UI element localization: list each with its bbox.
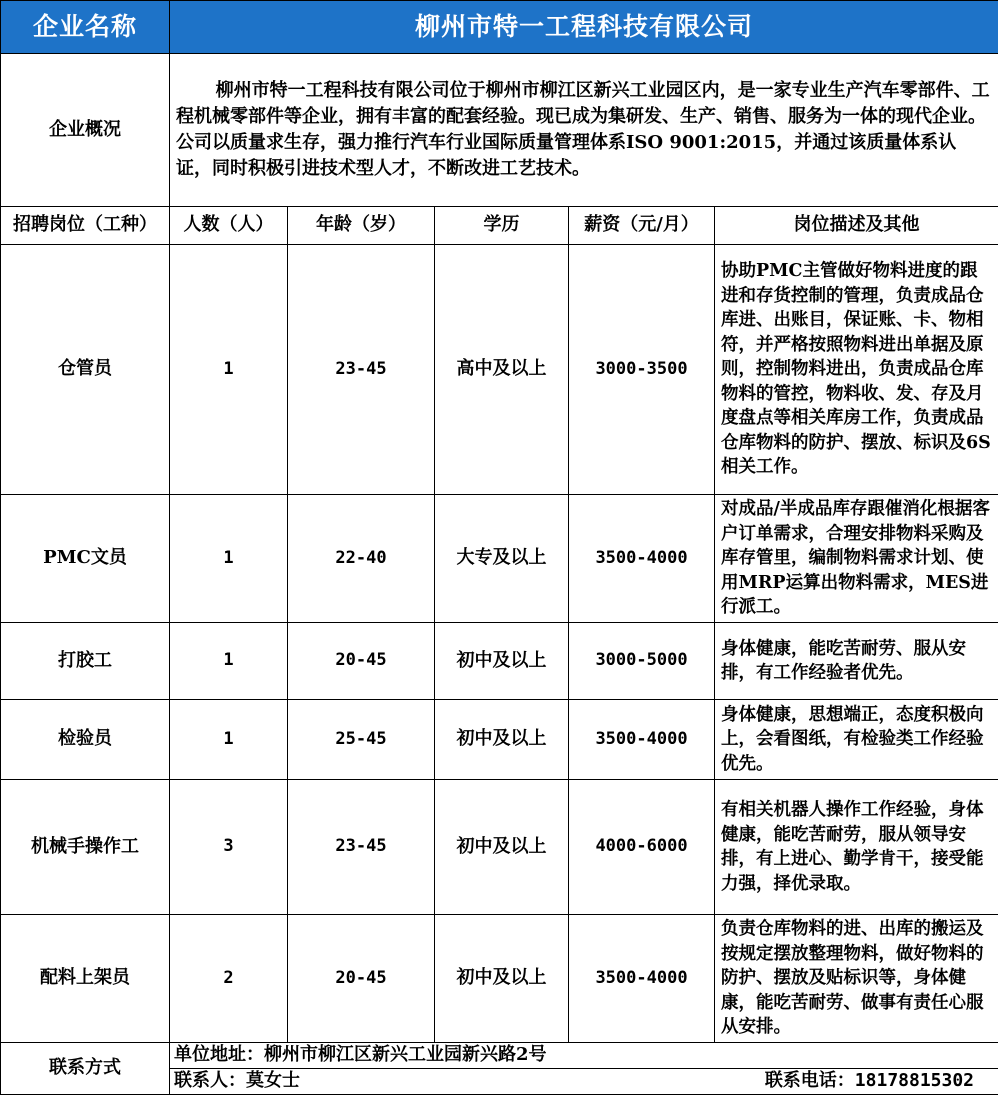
company-name: 柳州市特一工程科技有限公司	[170, 1, 998, 54]
job-age: 23-45	[288, 780, 435, 915]
job-count: 2	[170, 915, 288, 1043]
table-row	[1, 245, 998, 495]
col-count: 人数（人）	[170, 207, 288, 245]
col-description: 岗位描述及其他	[715, 207, 998, 245]
job-salary: 3000-5000	[569, 623, 715, 700]
col-salary: 薪资（元/月）	[569, 207, 715, 245]
contact-line-wrap	[174, 1070, 994, 1093]
job-age: 20-45	[288, 623, 435, 700]
job-education: 高中及以上	[435, 245, 569, 495]
job-education: 大专及以上	[435, 495, 569, 623]
job-age: 22-40	[288, 495, 435, 623]
contact-person: 联系人：莫女士	[174, 1070, 300, 1093]
contact-label: 联系方式	[1, 1042, 170, 1094]
column-header-row	[1, 207, 998, 245]
job-count: 1	[170, 245, 288, 495]
job-position: 检验员	[1, 700, 170, 780]
contact-phone: 联系电话：18178815302	[765, 1070, 974, 1093]
job-count: 3	[170, 780, 288, 915]
job-salary: 3500-4000	[569, 915, 715, 1043]
job-position: 配料上架员	[1, 915, 170, 1043]
job-age: 23-45	[288, 245, 435, 495]
job-age: 20-45	[288, 915, 435, 1043]
table-row	[1, 495, 998, 623]
job-count: 1	[170, 623, 288, 700]
job-salary: 3500-4000	[569, 700, 715, 780]
company-row	[1, 1, 998, 54]
company-name-label: 企业名称	[1, 1, 170, 54]
job-description: 协助PMC主管做好物料进度的跟进和存货控制的管理，负责成品仓库进、出账目，保证账、卡、物相符，并严格按照物料进出单据及原则，控制物料进出，负责成品仓库物料的管控，物料收、发、存及月度盘点等相关库房工作，负责成品仓库物料的防护、摆放、标识及6S相关工作。	[715, 245, 998, 495]
job-count: 1	[170, 700, 288, 780]
col-age: 年龄（岁）	[288, 207, 435, 245]
job-education: 初中及以上	[435, 623, 569, 700]
job-salary: 4000-6000	[569, 780, 715, 915]
job-position: 仓管员	[1, 245, 170, 495]
job-description: 身体健康，能吃苦耐劳、服从安排，有工作经验者优先。	[715, 623, 998, 700]
job-education: 初中及以上	[435, 780, 569, 915]
contact-address: 单位地址：柳州市柳江区新兴工业园新兴路2号	[170, 1042, 998, 1068]
overview-text: 柳州市特一工程科技有限公司位于柳州市柳江区新兴工业园区内，是一家专业生产汽车零部件、工程机械零部件等企业，拥有丰富的配套经验。现已成为集研发、生产、销售、服务为一体的现代企业。公司以质量求生存，强力推行汽车行业国际质量管理体系ISO 9001:2015，并通过该质量体系认证，同时积极引进技术型人才，不断改进工艺技术。	[170, 54, 998, 207]
table-row	[1, 780, 998, 915]
job-age: 25-45	[288, 700, 435, 780]
job-salary: 3000-3500	[569, 245, 715, 495]
job-salary: 3500-4000	[569, 495, 715, 623]
job-position: 机械手操作工	[1, 780, 170, 915]
job-education: 初中及以上	[435, 700, 569, 780]
col-education: 学历	[435, 207, 569, 245]
job-position: 打胶工	[1, 623, 170, 700]
overview-label: 企业概况	[1, 54, 170, 207]
table-row	[1, 623, 998, 700]
job-description: 有相关机器人操作工作经验，身体健康，能吃苦耐劳，服从领导安排，有上进心、勤学肯干，接受能力强，择优录取。	[715, 780, 998, 915]
table-row	[1, 700, 998, 780]
table-row	[1, 915, 998, 1043]
col-position: 招聘岗位（工种）	[1, 207, 170, 245]
overview-row	[1, 54, 998, 207]
job-description: 身体健康，思想端正，态度积极向上，会看图纸，有检验类工作经验优先。	[715, 700, 998, 780]
job-description: 对成品/半成品库存跟催消化根据客户订单需求，合理安排物料采购及库存管里，编制物料需求计划、使用MRP运算出物料需求，MES进行派工。	[715, 495, 998, 623]
contact-person-cell	[170, 1068, 998, 1094]
job-count: 1	[170, 495, 288, 623]
job-position: PMC文员	[1, 495, 170, 623]
job-education: 初中及以上	[435, 915, 569, 1043]
job-description: 负责仓库物料的进、出库的搬运及按规定摆放整理物料，做好物料的防护、摆放及贴标识等，身体健康，能吃苦耐劳、做事有责任心服从安排。	[715, 915, 998, 1043]
contact-row-address	[1, 1042, 998, 1068]
